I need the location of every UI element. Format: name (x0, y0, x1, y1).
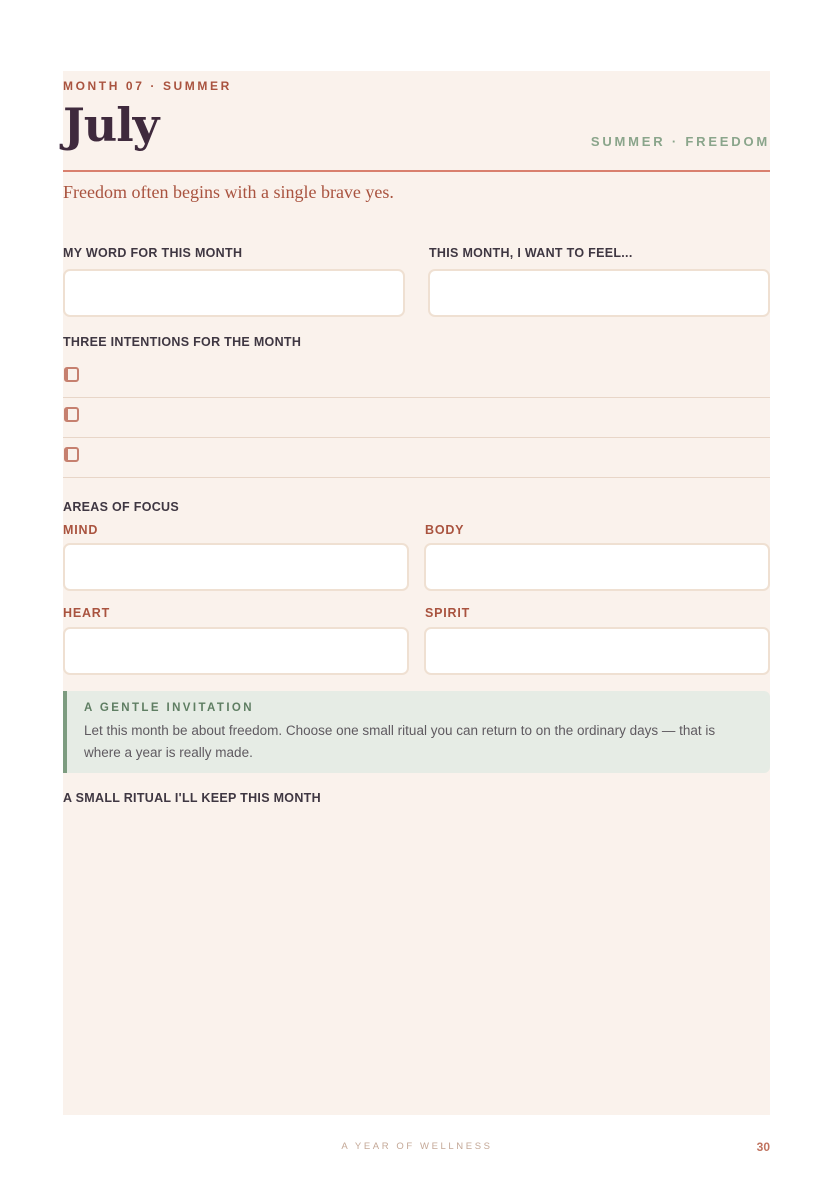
focus-label-body: BODY (425, 523, 465, 537)
intention-row[interactable] (63, 398, 770, 438)
header-divider (63, 170, 770, 172)
focus-label-heart: HEART (63, 606, 111, 620)
checkbox-icon[interactable] (64, 367, 79, 382)
page-title: July (63, 98, 159, 152)
footer-text: A YEAR OF WELLNESS (341, 1141, 493, 1152)
spirit-field[interactable] (424, 627, 770, 675)
word-label: MY WORD FOR THIS MONTH (63, 246, 243, 260)
invitation-title: A GENTLE INVITATION (84, 702, 254, 714)
invitation-callout (63, 691, 770, 773)
invitation-body: Let this month be about freedom. Choose one small ritual you can return to on the ordinary days — that is where a year is really made. (84, 723, 716, 760)
focus-label-mind: MIND (63, 523, 99, 537)
theme-label: SUMMER · FREEDOM (590, 134, 770, 149)
body-field[interactable] (424, 543, 770, 591)
checkbox-icon[interactable] (64, 407, 79, 422)
focus-label-spirit: SPIRIT (425, 606, 471, 620)
feel-label: THIS MONTH, I WANT TO FEEL... (429, 246, 633, 260)
tagline: Freedom often begins with a single brave yes. (63, 182, 394, 202)
ritual-writing-area[interactable] (63, 812, 770, 1108)
month-eyebrow: MONTH 07 · SUMMER (63, 79, 232, 93)
feel-field[interactable] (428, 269, 770, 317)
focus-label: AREAS OF FOCUS (63, 500, 180, 514)
ritual-label: A SMALL RITUAL I'LL KEEP THIS MONTH (63, 791, 321, 805)
word-field[interactable] (63, 269, 405, 317)
intention-row[interactable] (63, 438, 770, 478)
mind-field[interactable] (63, 543, 409, 591)
heart-field[interactable] (63, 627, 409, 675)
page-number: 30 (756, 1140, 770, 1154)
intention-row[interactable] (63, 358, 770, 398)
intentions-label: THREE INTENTIONS FOR THE MONTH (63, 335, 302, 349)
checkbox-icon[interactable] (64, 447, 79, 462)
